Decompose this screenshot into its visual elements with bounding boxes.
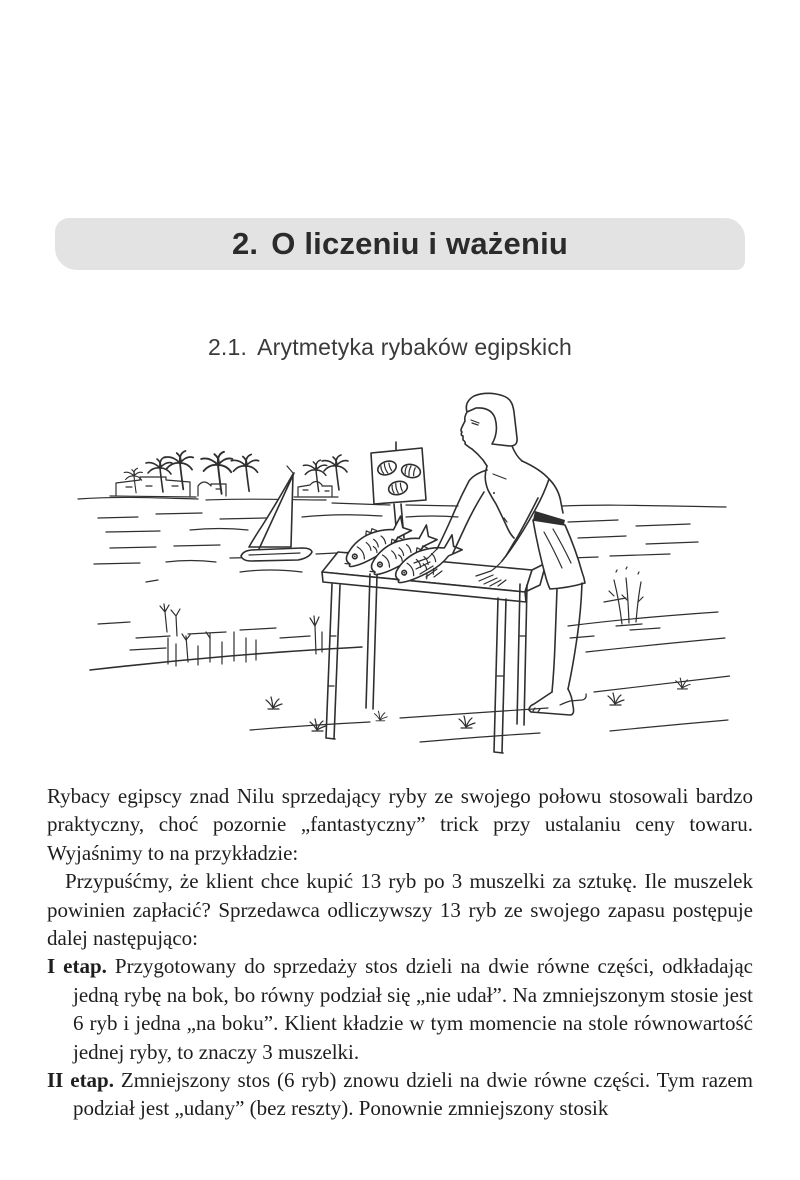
fisherman-hair	[466, 393, 517, 446]
chapter-heading	[232, 226, 568, 262]
paragraph-stage-1	[47, 952, 753, 1066]
stage-2-label: II etap.	[47, 1068, 114, 1093]
fisherman-face	[461, 412, 487, 466]
section-title: Arytmetyka rybaków egipskich	[257, 334, 573, 360]
riverbank-right	[568, 612, 730, 692]
village-left	[110, 477, 226, 497]
stage-1-label: I etap.	[47, 954, 107, 979]
felucca-boat	[241, 466, 312, 561]
paragraph-intro: Rybacy egipscy znad Nilu sprzedający ryby ze swojego połowu stosowali bardzo praktyczny, choć pozornie „fantastyczny” trick przy ustalaniu ceny towaru. Wyjaśnimy to na przykładzie:	[47, 784, 753, 865]
paragraph-example: Przypuśćmy, że klient chce kupić 13 ryb po 3 muszelki za sztukę. Ile muszelek powinien zapłacić? Sprzedawca odliczywszy 13 ryb ze swojego zapasu postępuje dalej następująco:	[47, 869, 753, 951]
section-heading	[0, 334, 780, 361]
riverbank-and-reeds	[90, 604, 362, 670]
chapter-number: 2.	[231, 226, 259, 261]
palm-trees-left	[124, 451, 258, 494]
paragraph-stage-2	[47, 1066, 753, 1123]
village-right	[294, 482, 338, 498]
stage-1-text: Przygotowany do sprzedaży stos dzieli na dwie równe części, odkładając jedną rybę na bok, bo równy podział się „nie udał”. Na zmniejszonym stosie jest 6 ryb i jedna „na boku”. Klient kładzie w tym momencie na stole równowartość jednej ryby, to znaczy 3 muszelki.	[73, 954, 753, 1064]
chapter-title: O liczeniu i ważeniu	[271, 226, 569, 261]
fisherman-leg	[568, 583, 582, 689]
line-art-illustration	[70, 386, 730, 766]
fisherman-far-arm	[437, 470, 487, 549]
body-text	[47, 782, 753, 1123]
stage-2-text: Zmniejszony stos (6 ryb) znowu dzieli na dwie równe części. Tym razem podział jest „udany” (bez reszty). Ponownie zmniejszony stosik	[73, 1068, 754, 1121]
chapter-heading-box	[55, 218, 745, 270]
section-number: 2.1.	[207, 334, 248, 360]
illustration-egyptian-fish-seller	[70, 386, 730, 766]
